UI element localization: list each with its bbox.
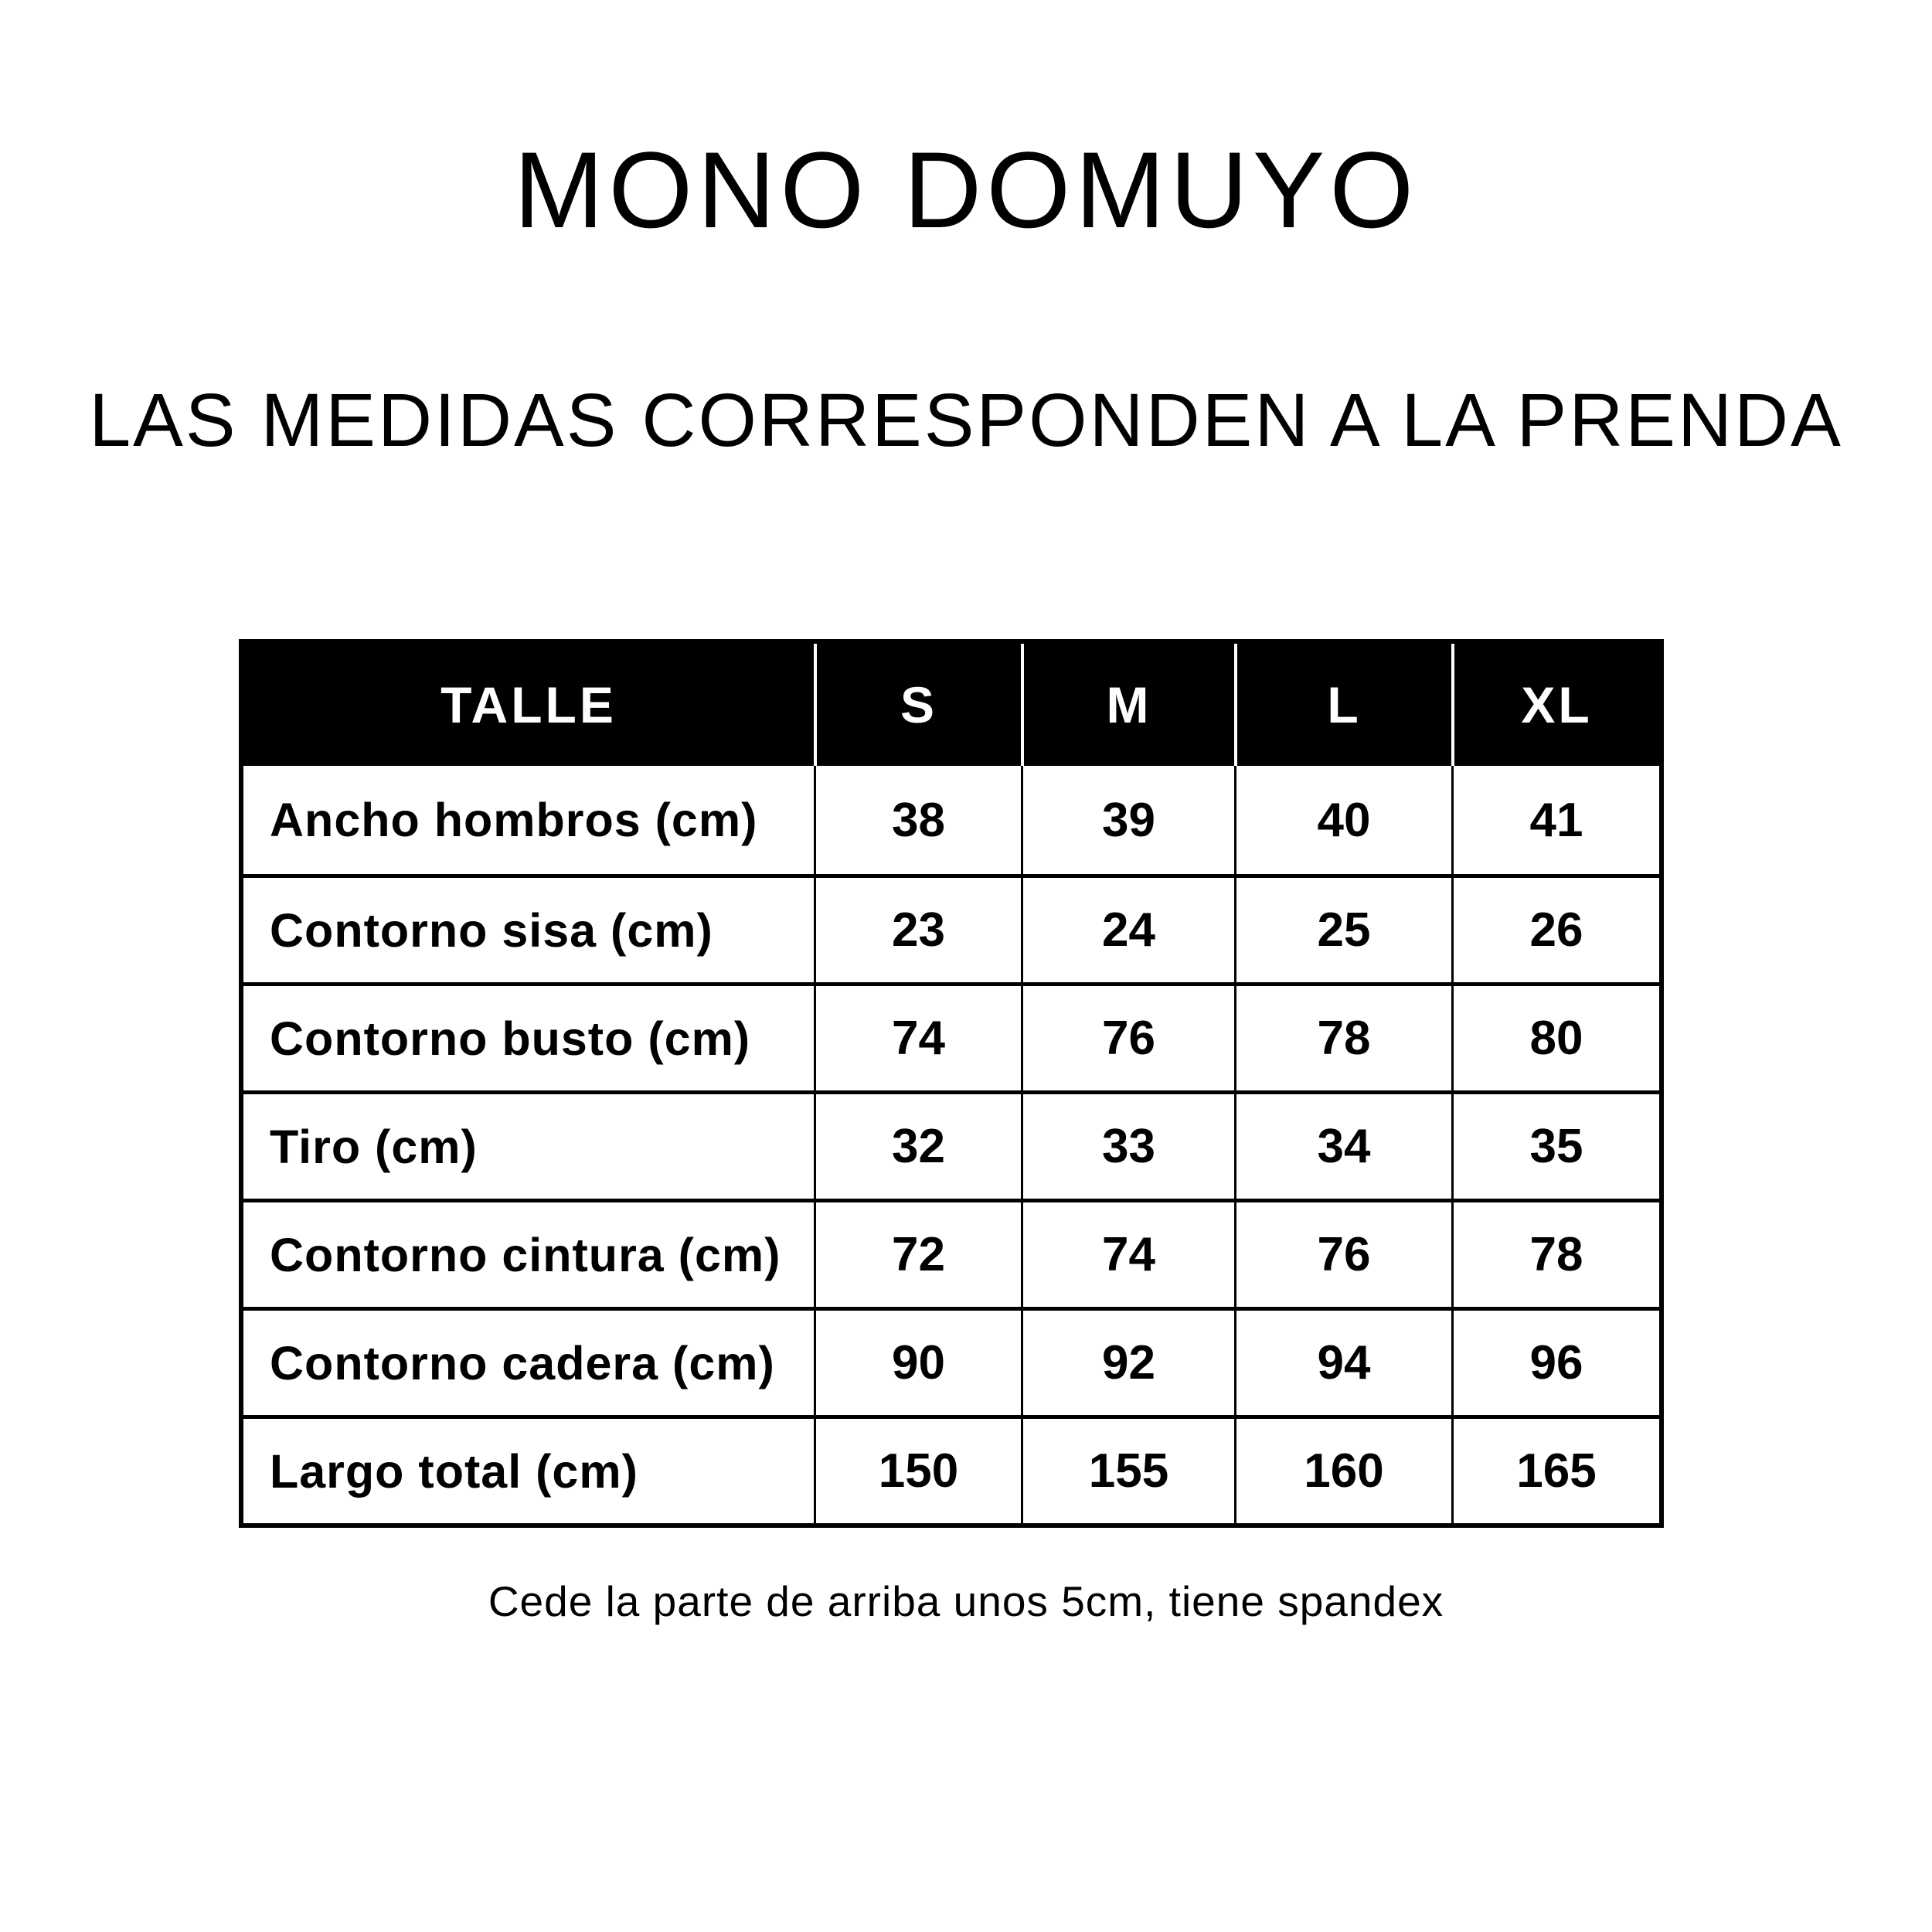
row-label: Ancho hombros (cm) — [270, 794, 758, 846]
table-row-contorno-busto — [243, 982, 1659, 1090]
row-label: Largo total (cm) — [270, 1444, 638, 1498]
header-cell-size-xl: XL — [1451, 644, 1659, 766]
footnote: Cede la parte de arriba unos 5cm, tiene spandex — [488, 1577, 1444, 1625]
value-cell-xl: 41 — [1451, 766, 1659, 874]
value-cell-l: 76 — [1234, 1202, 1451, 1307]
value-cell-s: 38 — [814, 766, 1021, 874]
value-cell-s: 90 — [814, 1311, 1021, 1415]
row-label: Contorno cadera (cm) — [270, 1336, 775, 1389]
table-row-tiro — [243, 1090, 1659, 1199]
value-cell-xl: 96 — [1451, 1311, 1659, 1415]
row-label: Tiro (cm) — [270, 1120, 478, 1173]
value-cell-s: 72 — [814, 1202, 1021, 1307]
header-cell-size-s: S — [814, 644, 1021, 766]
value-cell-l: 40 — [1234, 766, 1451, 874]
page-title: MONO DOMUYO — [513, 129, 1419, 250]
table-row-contorno-cintura — [243, 1199, 1659, 1307]
value-cell-l: 25 — [1234, 878, 1451, 982]
page-subtitle: LAS MEDIDAS CORRESPONDEN A LA PRENDA — [89, 378, 1843, 462]
table-row-contorno-cadera — [243, 1307, 1659, 1415]
value-cell-xl: 35 — [1451, 1094, 1659, 1199]
value-cell-m: 33 — [1021, 1094, 1234, 1199]
value-cell-xl: 80 — [1451, 986, 1659, 1090]
value-cell-xl: 78 — [1451, 1202, 1659, 1307]
value-cell-m: 92 — [1021, 1311, 1234, 1415]
row-label: Contorno sisa (cm) — [270, 903, 713, 957]
value-cell-s: 23 — [814, 878, 1021, 982]
value-cell-s: 32 — [814, 1094, 1021, 1199]
value-cell-m: 24 — [1021, 878, 1234, 982]
row-label: Contorno cintura (cm) — [270, 1228, 781, 1281]
value-cell-l: 78 — [1234, 986, 1451, 1090]
size-table — [239, 639, 1664, 1528]
value-cell-xl: 26 — [1451, 878, 1659, 982]
value-cell-l: 160 — [1234, 1419, 1451, 1523]
value-cell-m: 39 — [1021, 766, 1234, 874]
header-cell-size-m: M — [1021, 644, 1234, 766]
value-cell-l: 34 — [1234, 1094, 1451, 1199]
table-row-largo-total — [243, 1415, 1659, 1523]
value-cell-m: 76 — [1021, 986, 1234, 1090]
value-cell-s: 150 — [814, 1419, 1021, 1523]
header-cell-size-l: L — [1234, 644, 1451, 766]
table-header-row — [243, 644, 1659, 766]
row-label: Contorno busto (cm) — [270, 1012, 751, 1065]
value-cell-m: 155 — [1021, 1419, 1234, 1523]
value-cell-xl: 165 — [1451, 1419, 1659, 1523]
table-row-ancho-hombros — [243, 766, 1659, 874]
table-row-contorno-sisa — [243, 874, 1659, 982]
header-cell-talle: TALLE — [243, 644, 814, 766]
value-cell-s: 74 — [814, 986, 1021, 1090]
value-cell-m: 74 — [1021, 1202, 1234, 1307]
value-cell-l: 94 — [1234, 1311, 1451, 1415]
